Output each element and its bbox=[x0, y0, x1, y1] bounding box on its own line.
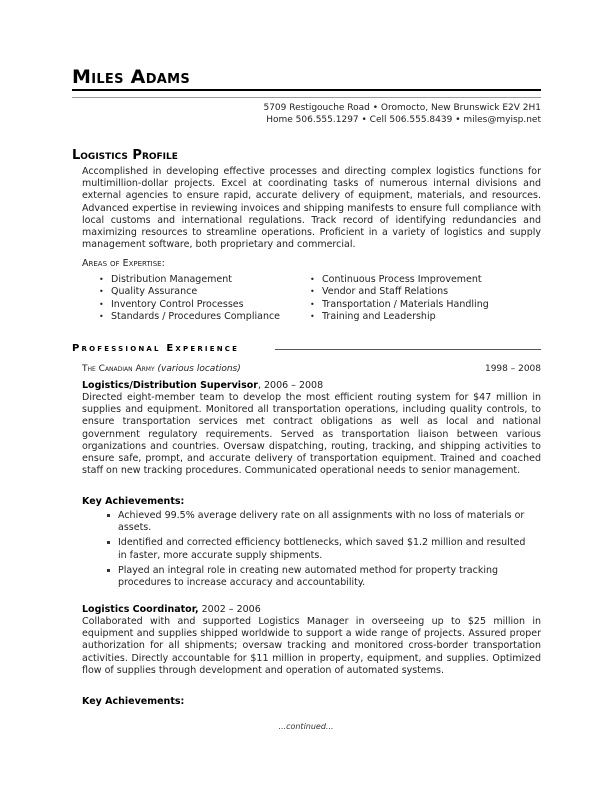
job-dates: 2002 – 2006 bbox=[198, 604, 261, 615]
expertise-item: • Standards / Procedures Compliance bbox=[99, 311, 280, 323]
candidate-name: Miles Adams bbox=[72, 66, 191, 88]
contact-phones-email: Home 506.555.1297 • Cell 506.555.8439 • miles@myisp.net bbox=[266, 115, 541, 125]
employer-dates: 1998 – 2008 bbox=[484, 364, 541, 374]
profile-heading: Logistics Profile bbox=[72, 148, 178, 163]
key-achievements-label-2: Key Achievements: bbox=[82, 696, 185, 707]
expertise-item: • Distribution Management bbox=[99, 274, 280, 286]
expertise-list-col1 bbox=[99, 274, 280, 323]
job-title-2 bbox=[82, 604, 261, 615]
profile-summary: Accomplished in developing effective processes and directing complex logistics functions for multimillion-dollar projects. Excel at coordinating tasks of numerous internal divisions and external agencies to ensure rapid, accurate delivery of equipment, materials, and resources. Advanced expertise in reviewing invoices and shipping manifests to ensure full compliance with local customs and international regulations. Track record of identifying redundancies and maximizing resources to streamline operations. Proficient in a variety of logistics and supply management software, both proprietary and commercial. bbox=[82, 166, 541, 251]
employer bbox=[82, 364, 241, 374]
expertise-item: • Vendor and Staff Relations bbox=[310, 286, 489, 298]
expertise-item: • Continuous Process Improvement bbox=[310, 274, 489, 286]
expertise-list-col2 bbox=[310, 274, 489, 323]
expertise-item: • Quality Assurance bbox=[99, 286, 280, 298]
experience-heading: Professional Experience bbox=[72, 343, 240, 354]
header-rule-thick bbox=[72, 89, 541, 91]
expertise-item: • Inventory Control Processes bbox=[99, 299, 280, 311]
employer-location: (various locations) bbox=[157, 364, 241, 374]
achievements-list-1 bbox=[107, 510, 537, 592]
achievement-item: Identified and corrected efficiency bottlenecks, which saved $1.2 million and resulted in faster, more accurate supply shipments. bbox=[107, 537, 537, 561]
experience-rule bbox=[275, 349, 541, 350]
job-description-1: Directed eight-member team to develop the most efficient routing system for $47 million in supplies and equipment. Monitored all transportation operations, including quality controls, to ensure transportation services met contract obligations as well as local and national government regulatory requirements. Served as transportation liaison between various organizations and countries. Oversaw dispatching, routing, tracking, and shipping activities to ensure safe, prompt, and accurate delivery of transportation equipment. Trained and coached staff on new tracking procedures. Communicated operational needs to senior management. bbox=[82, 392, 541, 477]
job-dates: , 2006 – 2008 bbox=[257, 380, 324, 391]
expertise-item: • Transportation / Materials Handling bbox=[310, 299, 489, 311]
key-achievements-label-1: Key Achievements: bbox=[82, 496, 185, 507]
job-title: Logistics Coordinator, bbox=[82, 604, 199, 615]
achievement-item: Achieved 99.5% average delivery rate on all assignments with no loss of materials or assets. bbox=[107, 510, 537, 534]
job-title: Logistics/Distribution Supervisor bbox=[82, 380, 258, 391]
employer-name: The Canadian Army bbox=[82, 364, 155, 374]
continued-note: ...continued... bbox=[278, 722, 334, 731]
job-title-1 bbox=[82, 380, 323, 391]
areas-of-expertise-label: Areas of Expertise: bbox=[82, 258, 165, 269]
contact-address: 5709 Restigouche Road • Oromocto, New Brunswick E2V 2H1 bbox=[263, 103, 541, 113]
header-rule-thin bbox=[72, 97, 541, 98]
achievement-item: Played an integral role in creating new automated method for property tracking procedures to increase accuracy and accountability. bbox=[107, 565, 537, 589]
expertise-item: • Training and Leadership bbox=[310, 311, 489, 323]
job-description-2: Collaborated with and supported Logistics Manager in overseeing up to $25 million in equipment and supplies shipped worldwide to support a wide range of projects. Assured proper authorization for all shipments; oversaw tracking and monitored cross-border transportation activities. Directly accountable for $11 million in property, equipment, and supplies. Optimized flow of supplies through development and operation of automated systems. bbox=[82, 616, 541, 676]
